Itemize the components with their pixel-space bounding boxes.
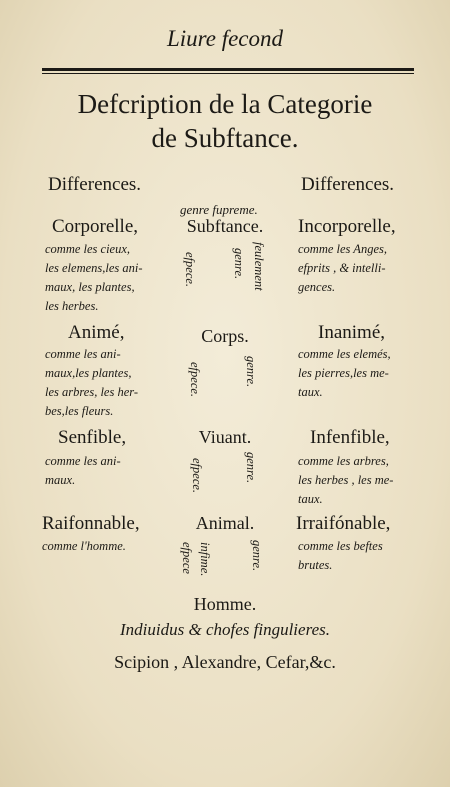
vertical-espece-2: efpece.: [188, 362, 202, 398]
vertical-espece-1: efpece.: [183, 252, 197, 288]
center-viuant: Viuant.: [198, 427, 252, 447]
right-column-header: Differences.: [301, 174, 395, 195]
right-inanime: Inanimé,: [318, 322, 386, 343]
vertical-infime: infime.: [198, 542, 212, 577]
left-corporelle-ex-2: les elemens,les ani-: [45, 261, 143, 275]
vertical-genre-1: genre.: [232, 248, 246, 280]
left-sensible: Senfible,: [58, 427, 127, 448]
header-rule-thick: [42, 68, 414, 71]
vertical-genre-3: genre.: [244, 452, 258, 484]
left-sensible-ex-1: comme les ani-: [45, 454, 121, 468]
right-irraisonnable: Irraifónable,: [296, 513, 391, 534]
center-substance: Subftance.: [186, 216, 264, 236]
right-incorporelle-ex-1: comme les Anges,: [298, 242, 387, 256]
right-insensible: Infenfible,: [310, 427, 390, 448]
individuals-line: Indiuidus & chofes fingulieres.: [120, 620, 330, 639]
left-sensible-ex-2: maux.: [45, 473, 76, 487]
right-insensible-ex-3: taux.: [298, 492, 323, 506]
vertical-espece-4: efpece: [180, 542, 194, 574]
examples-line: Scipion , Alexandre, Cefar,&c.: [114, 652, 336, 672]
left-anime-ex-3: les arbres, les her-: [45, 385, 139, 399]
right-incorporelle: Incorporelle,: [298, 216, 396, 237]
left-corporelle-ex-3: maux, les plantes,: [45, 280, 135, 294]
left-raisonnable: Raifonnable,: [42, 513, 140, 534]
left-anime-ex-4: bes,les fleurs.: [45, 404, 114, 418]
vertical-genre-2: genre.: [244, 356, 258, 388]
right-incorporelle-ex-3: gences.: [298, 280, 336, 294]
right-inanime-ex-2: les pierres,les me-: [298, 366, 389, 380]
left-anime-ex-2: maux,les plantes,: [45, 366, 132, 380]
right-inanime-ex-3: taux.: [298, 385, 323, 399]
page-title-line-2: de Subftance.: [151, 123, 299, 153]
vertical-espece-3: efpece.: [190, 458, 204, 494]
center-homme: Homme.: [193, 594, 257, 614]
genre-supreme-label: genre fupreme.: [180, 202, 258, 217]
right-insensible-ex-1: comme les arbres,: [298, 454, 389, 468]
right-irraisonnable-ex-2: brutes.: [298, 558, 333, 572]
left-column-header: Differences.: [48, 174, 142, 195]
left-anime: Animé,: [68, 322, 125, 343]
vertical-seulement: feulement: [252, 242, 266, 291]
right-insensible-ex-2: les herbes , les me-: [298, 473, 394, 487]
header-rule-thin: [42, 73, 414, 74]
center-corps: Corps.: [201, 326, 249, 346]
left-corporelle: Corporelle,: [52, 216, 139, 237]
left-corporelle-ex-1: comme les cieux,: [45, 242, 131, 256]
center-animal: Animal.: [195, 513, 255, 533]
right-inanime-ex-1: comme les elemés,: [298, 347, 391, 361]
vertical-genre-4: genre.: [250, 540, 264, 572]
right-irraisonnable-ex-1: comme les beftes: [298, 539, 383, 553]
left-raisonnable-ex-1: comme l'homme.: [42, 539, 126, 553]
running-head: Liure fecond: [166, 26, 284, 51]
page-title-line-1: Defcription de la Categorie: [77, 89, 373, 119]
left-corporelle-ex-4: les herbes.: [45, 299, 99, 313]
right-incorporelle-ex-2: efprits , & intelli-: [298, 261, 386, 275]
left-anime-ex-1: comme les ani-: [45, 347, 121, 361]
